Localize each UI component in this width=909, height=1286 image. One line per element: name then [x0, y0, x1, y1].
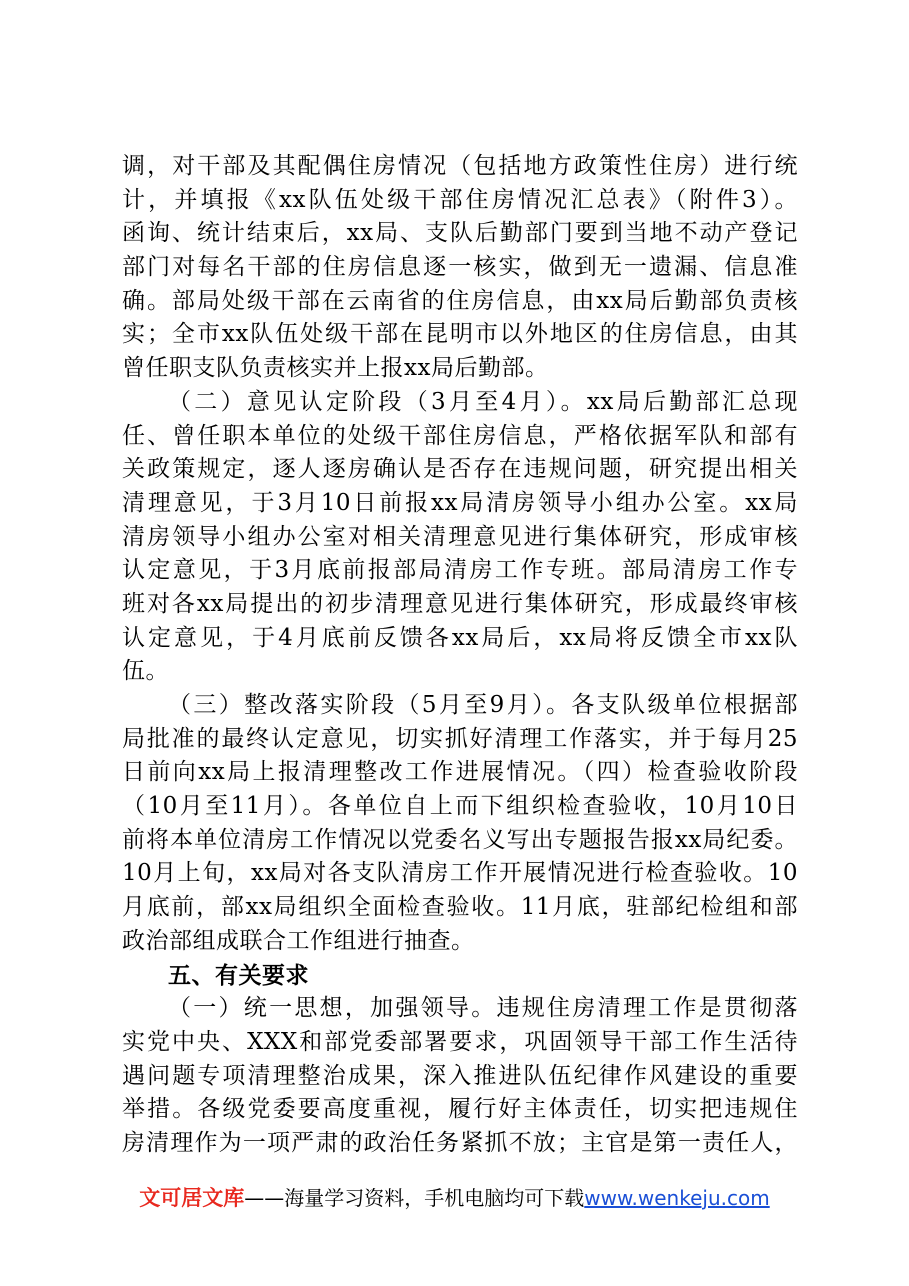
paragraph-line: （三）整改落实阶段（5月至9月）。各支队级单位根据部 [168, 692, 798, 718]
paragraph-line: （二）意见认定阶段（3月至4月）。xx局后勤部汇总现 [168, 388, 798, 415]
paragraph-line: 认定意见，于3月底前报部局清房工作专班。部局清房工作专 [122, 557, 798, 584]
paragraph-line: 部门对每名干部的住房信息逐一核实，做到无一遗漏、信息准 [122, 254, 798, 281]
paragraph-line: 房清理作为一项严肃的政治任务紧抓不放；主官是第一责任人， [122, 1129, 798, 1156]
footer-link[interactable]: www.wenkeju.com [584, 1186, 770, 1210]
paragraph-line: 任、曾任职本单位的处级干部住房信息，严格依据军队和部有 [122, 422, 798, 449]
paragraph-line: （一）统一思想，加强领导。违规住房清理工作是贯彻落 [168, 995, 798, 1022]
document-body [122, 150, 798, 1161]
paragraph-line: 局批准的最终认定意见，切实抓好清理工作落实，并于每月25 [122, 725, 798, 752]
paragraph-line: 实；全市xx队伍处级干部在昆明市以外地区的住房信息，由其 [122, 321, 798, 348]
footer-banner [0, 1182, 909, 1212]
paragraph-line: 实党中央、XXX和部党委部署要求，巩固领导干部工作生活待 [122, 1028, 798, 1055]
paragraph-line: 清房领导小组办公室对相关清理意见进行集体研究，形成审核 [122, 523, 798, 550]
paragraph-line: 确。部局处级干部在云南省的住房信息，由xx局后勤部负责核 [122, 287, 798, 314]
paragraph-line: 计，并填报《xx队伍处级干部住房情况汇总表》（附件3）。 [122, 186, 798, 213]
paragraph-line: 关政策规定，逐人逐房确认是否存在违规问题，研究提出相关 [122, 456, 798, 483]
paragraph-line: 前将本单位清房工作情况以党委名义写出专题报告报xx局纪委。 [122, 826, 798, 853]
paragraph-line: 函询、统计结束后，xx局、支队后勤部门要到当地不动产登记 [122, 220, 798, 247]
paragraph-line: 调，对干部及其配偶住房情况（包括地方政策性住房）进行统 [122, 153, 798, 179]
paragraph-line: （10月至11月）。各单位自上而下组织检查验收，10月10日 [122, 793, 798, 820]
paragraph-line: 认定意见，于4月底前反馈各xx局后，xx局将反馈全市xx队 [122, 624, 798, 651]
paragraph-line: 遇问题专项清理整治成果，深入推进队伍纪律作风建设的重要 [122, 1062, 798, 1089]
paragraph-line: 伍。 [122, 658, 169, 685]
paragraph-line: 日前向xx局上报清理整改工作进展情况。（四）检查验收阶段 [122, 759, 798, 786]
footer-brand: 文可居文库 [139, 1186, 245, 1210]
section-heading: 五、有关要求 [168, 961, 309, 989]
paragraph-line: 清理意见，于3月10日前报xx局清房领导小组办公室。xx局 [122, 489, 798, 516]
paragraph-line: 政治部组成联合工作组进行抽查。 [122, 927, 475, 954]
paragraph-line: 10月上旬，xx局对各支队清房工作开展情况进行检查验收。10 [122, 860, 798, 887]
footer-slogan: ——海量学习资料，手机电脑均可下载 [244, 1186, 585, 1210]
paragraph-line: 曾任职支队负责核实并上报xx局后勤部。 [122, 355, 549, 382]
paragraph-line: 班对各xx局提出的初步清理意见进行集体研究，形成最终审核 [122, 590, 798, 617]
paragraph-line: 月底前，部xx局组织全面检查验收。11月底，驻部纪检组和部 [122, 894, 798, 921]
paragraph-line: 举措。各级党委要高度重视，履行好主体责任，切实把违规住 [122, 1096, 798, 1123]
